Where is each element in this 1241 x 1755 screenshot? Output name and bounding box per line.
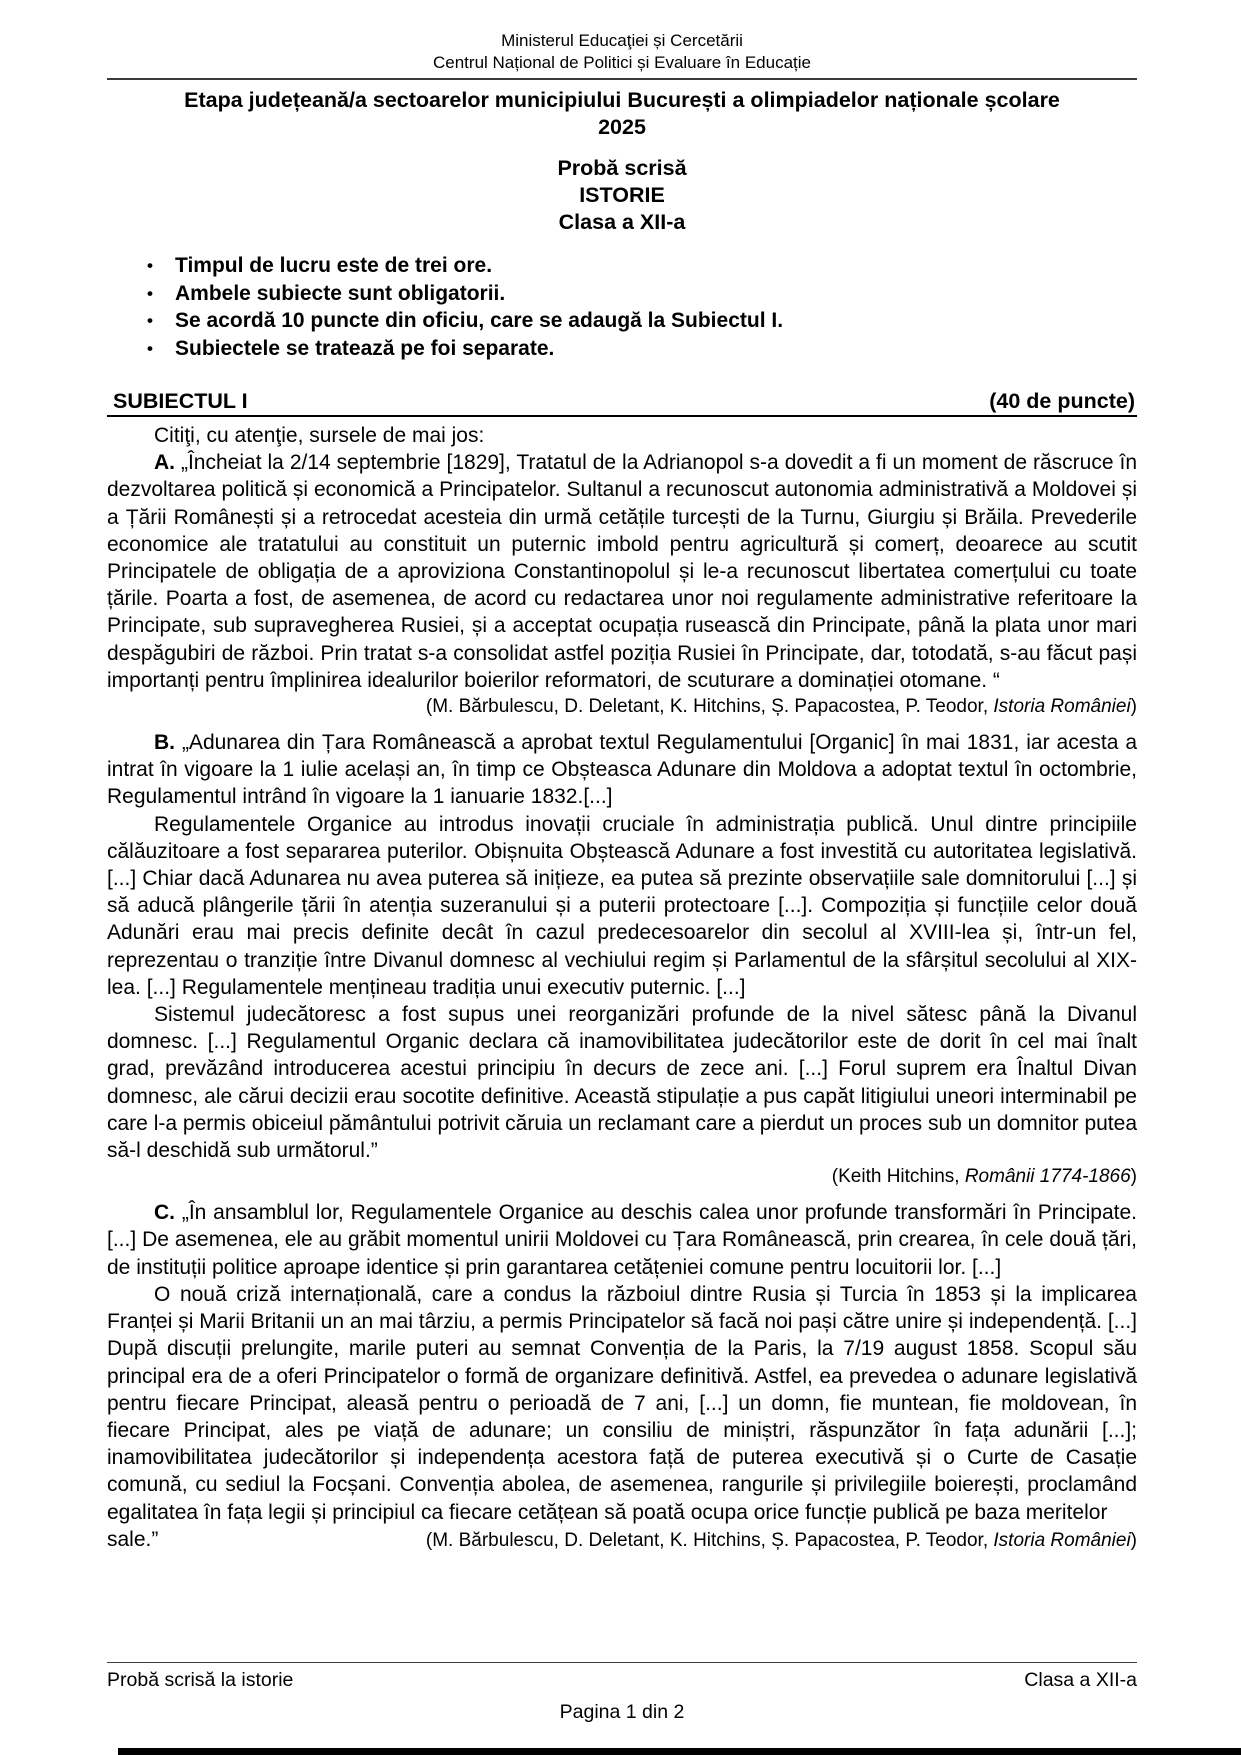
bullet-icon: •: [147, 338, 153, 358]
citation-close: ): [1130, 1529, 1137, 1551]
subject1-heading: [107, 389, 1137, 417]
instruction-text: Se acordă 10 puncte din oficiu, care se adaugă la Subiectul I.: [175, 309, 784, 332]
citation-work-title: Românii 1774-1866: [964, 1166, 1131, 1188]
title-block: [107, 87, 1137, 141]
footer-divider: [107, 1662, 1137, 1663]
instruction-text: Subiectele se tratează pe foi separate.: [175, 336, 555, 360]
footer-exam-label: Probă scrisă la istorie: [107, 1669, 294, 1691]
citation-close: ): [1130, 1166, 1137, 1188]
source-b-paragraph-3: [107, 1001, 1137, 1164]
instruction-text: Timpul de lucru este de trei ore.: [175, 254, 493, 277]
page-footer: [107, 1662, 1137, 1724]
bullet-icon: •: [147, 311, 153, 330]
subject1-points: (40 de puncte): [989, 389, 1135, 413]
source-c-text-1: „În ansamblul lor, Regulamentele Organice au deschis calea unor profunde transformări în Principate. [...] De asemenea, ele au grăbit momentul unirii Moldovei cu Țara Românească, prin crearea, în cele două țări, de instituții politice aproape identice și prin garantarea cetățeniei comune pentru locuitorii lor. [...]: [107, 1201, 1137, 1279]
subject1-body: [107, 422, 1137, 1554]
olympiad-stage-title: Etapa județeană/a sectoarelor municipiului București a olimpiadelor naționale școlare: [184, 88, 1060, 112]
citation-authors: (M. Bărbulescu, D. Deletant, K. Hitchins, Ș. Papacostea, P. Teodor,: [425, 696, 994, 718]
source-b-paragraph-2: [107, 811, 1137, 1001]
bullet-icon: •: [147, 256, 153, 275]
footer-row: [107, 1668, 1137, 1692]
source-c-tail: sale.”: [107, 1527, 159, 1551]
source-a-text: „Încheiat la 2/14 septembrie [1829], Tratatul de la Adrianopol s-a dovedit a fi un moment de răscruce în dezvoltarea politică și economică a Principatelor. Sultanul a recunoscut autonomia administrativă a Moldovei și a Țării Românești și a retrocedat acesteia din urmă cetățile turcești de la Turnu, Giurgiu și Brăila. Prevederile economice ale tratatului au constituit un puternic imbold pentru agricultură și comerț, deoarece au scutit Principatele de obligația de a aproviziona Constantinopolul și le-a recunoscut libertatea comerțului cu toate țările. Poarta a fost, de asemenea, de acord cu redactarea unor noi regulamente administrative referitoare la Principate, sub supravegherea Rusiei, și a acceptat ocupația rusească din Principate, până la plata unor mari despăgubiri de război. Prin tratat s-a consolidat astfel poziția Rusiei în Principate, dar, totodată, s-au făcut pași importanți pentru împlinirea idealurilor boierilor reformatori, de scuturare a dominației otomane. “: [107, 451, 1138, 692]
subject1-title: SUBIECTUL I: [113, 389, 248, 413]
bullet-icon: •: [147, 283, 153, 303]
ministry-header: [107, 30, 1137, 74]
bottom-edge-bar: [118, 1748, 1241, 1755]
source-b-text-3: Sistemul judecătoresc a fost supus unei reorganizări profunde de la nivel sătesc până la Divanul domnesc. [...] Regulamentul Organic declara că inamovibilitatea judecătorilor este de dorit în cel mai înalt grad, prevăzând introducerea acestui principiu în decurs de zece ani. [...] Forul suprem era Înaltul Divan domnesc, ale cărui decizii erau socotite definitive. Această stipulație a pus capăt litigiului uneori interminabil pe care l-a permis obiceiul pământului potrivit căruia un reclamant care a pierdut un proces sub un domnitor putea să-l deschidă sub următorul.”: [107, 1003, 1137, 1163]
exam-type: Probă scrisă: [557, 156, 687, 180]
instruction-text: Ambele subiecte sunt obligatorii.: [175, 281, 506, 305]
exam-subject: ISTORIE: [579, 183, 665, 207]
citation-work-title: Istoria României: [993, 696, 1131, 718]
source-c-paragraph-2: [107, 1281, 1137, 1526]
source-c-text-2: O nouă criză internațională, care a condus la războiul dintre Rusia și Turcia în 1853 și la implicarea Franței și Marii Britanii un an mai târziu, a permis Principatelor să facă noi pași către unire și independență. [...] După discuții prelungite, marile puteri au semnat Convenția de la Paris, la 7/19 august 1858. Scopul său principal era de a oferi Principatelor o formă de organizare definitivă. Astfel, ea prevedea o adunare legislativă pentru fiecare Principat, aleasă pentru o perioadă de 7 ani, [...] un domn, fie muntean, fie moldovean, în fiecare Principat, ales pe viață de adunare; un consiliu de miniștri, răspunzător în fața adunării [...]; inamovibilitatea judecătorilor și independența acestora față de puterea executivă și o Curte de Casație comună, cu sediul la Focșani. Convenția abolea, de asemenea, rangurile și privilegiile boierești, proclamând egalitatea în fața legii și principiul ca fiecare cetățean să poată ocupa orice funcție publică pe baza meritelor: [107, 1282, 1137, 1524]
center-line: Centrul Național de Politici și Evaluare în Educație: [433, 53, 811, 72]
source-b-paragraph-1: [107, 729, 1137, 811]
citation-authors: (M. Bărbulescu, D. Deletant, K. Hitchins, Ș. Papacostea, P. Teodor,: [425, 1529, 994, 1551]
instruction-item: [147, 280, 1137, 308]
source-b-text-1: „Adunarea din Țara Românească a aprobat textul Regulamentului [Organic] în mai 1831, iar acesta a intrat în vigoare la 1 iulie același an, în timp ce Obșteasca Adunare din Moldova a adoptat textul în octombrie, Regulamentul intrând în vigoare la 1 ianuarie 1832.[...]: [107, 731, 1137, 809]
source-b-label: B.: [154, 731, 175, 755]
subtitle-block: [107, 155, 1137, 236]
source-c-citation: [426, 1528, 1137, 1554]
source-a-paragraph: [107, 449, 1137, 694]
citation-authors: (Keith Hitchins,: [831, 1166, 965, 1188]
source-b-text-2: Regulamentele Organice au introdus inovații cruciale în administrația publică. Unul dintre principiile călăuzitoare a fost separarea puterilor. Obișnuita Obștească Adunare a fost investită cu autoritatea legislativă. [...] Chiar dacă Adunarea nu avea puterea să inițieze, ea putea să prezinte observațiile sale domnitorului [...] și să aducă plângerile țării în atenția suzeranului și a puterii protectoare [...]. Compoziția și funcțiile celor două Adunări erau mai precis definite decât în cazul predecesoarelor din secolul al XVIII-lea și, într-un fel, reprezentau o tranziție între Divanul domnesc al vechiului regim și Parlamentul de la sfârșitul secolului al XIX-lea. [...] Regulamentele mențineau tradiția unui executiv puternic. [...]: [107, 812, 1137, 999]
footer-grade-label: Clasa a XII-a: [1024, 1669, 1137, 1691]
exam-grade: Clasa a XII-a: [558, 210, 686, 234]
source-c-label: C.: [154, 1201, 175, 1225]
source-c-final-row: [107, 1526, 1137, 1554]
subject1-intro: Citiţi, cu atenţie, sursele de mai jos:: [154, 424, 485, 447]
source-b-citation: [107, 1164, 1137, 1190]
source-a-label: A.: [154, 451, 175, 475]
citation-close: ): [1130, 696, 1137, 718]
citation-work-title: Istoria României: [993, 1529, 1131, 1551]
instructions-list: [107, 252, 1137, 362]
instruction-item: [147, 335, 1137, 363]
source-a-citation: [107, 694, 1137, 720]
ministry-line: Ministerul Educaţiei și Cercetării: [501, 31, 743, 50]
page-number: Pagina 1 din 2: [559, 1701, 685, 1723]
header-divider: [107, 78, 1137, 80]
instruction-item: [147, 252, 1137, 280]
source-c-paragraph-1: [107, 1199, 1137, 1281]
olympiad-year: 2025: [598, 115, 646, 139]
instruction-item: [147, 307, 1137, 335]
